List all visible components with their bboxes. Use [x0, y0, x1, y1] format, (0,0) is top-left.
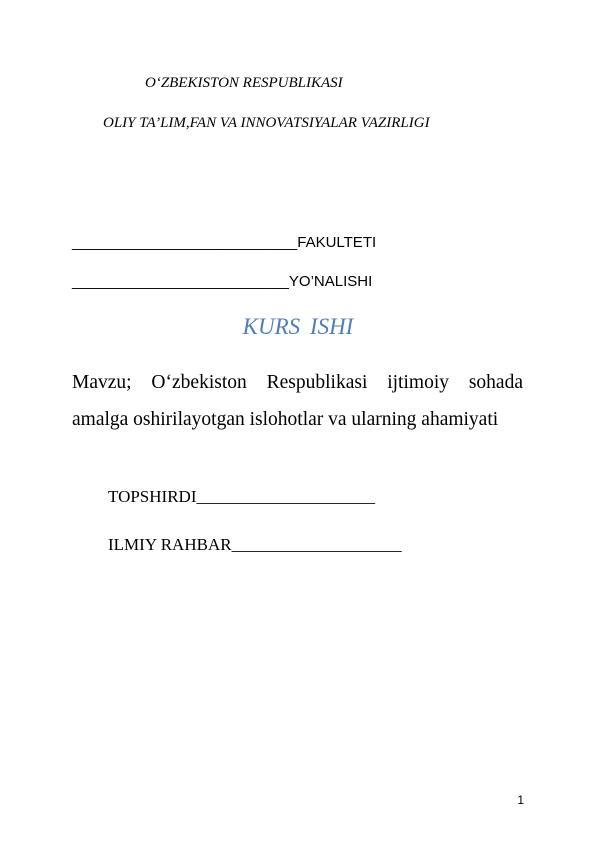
direction-field: __________________________YO’NALISHI — [72, 273, 373, 290]
supervisor-field: ILMIY RAHBAR____________________ — [108, 535, 402, 554]
submitted-by-field: TOPSHIRDI_____________________ — [108, 487, 375, 506]
topic-paragraph: Mavzu; O‘zbekiston Respublikasi ijtimoiy sohada amalga oshirilayotgan islohotlar va ularning ahamiyati — [72, 372, 523, 430]
page-number: 1 — [517, 793, 524, 807]
faculty-field: ___________________________FAKULTETI — [72, 234, 377, 251]
document-title: KURS ISHI — [242, 314, 354, 339]
republic-heading: O‘ZBEKISTON RESPUBLIKASI — [145, 75, 343, 91]
ministry-heading: OLIY TA’LIM,FAN VA INNOVATSIYALAR VAZIRLIGI — [103, 115, 430, 131]
